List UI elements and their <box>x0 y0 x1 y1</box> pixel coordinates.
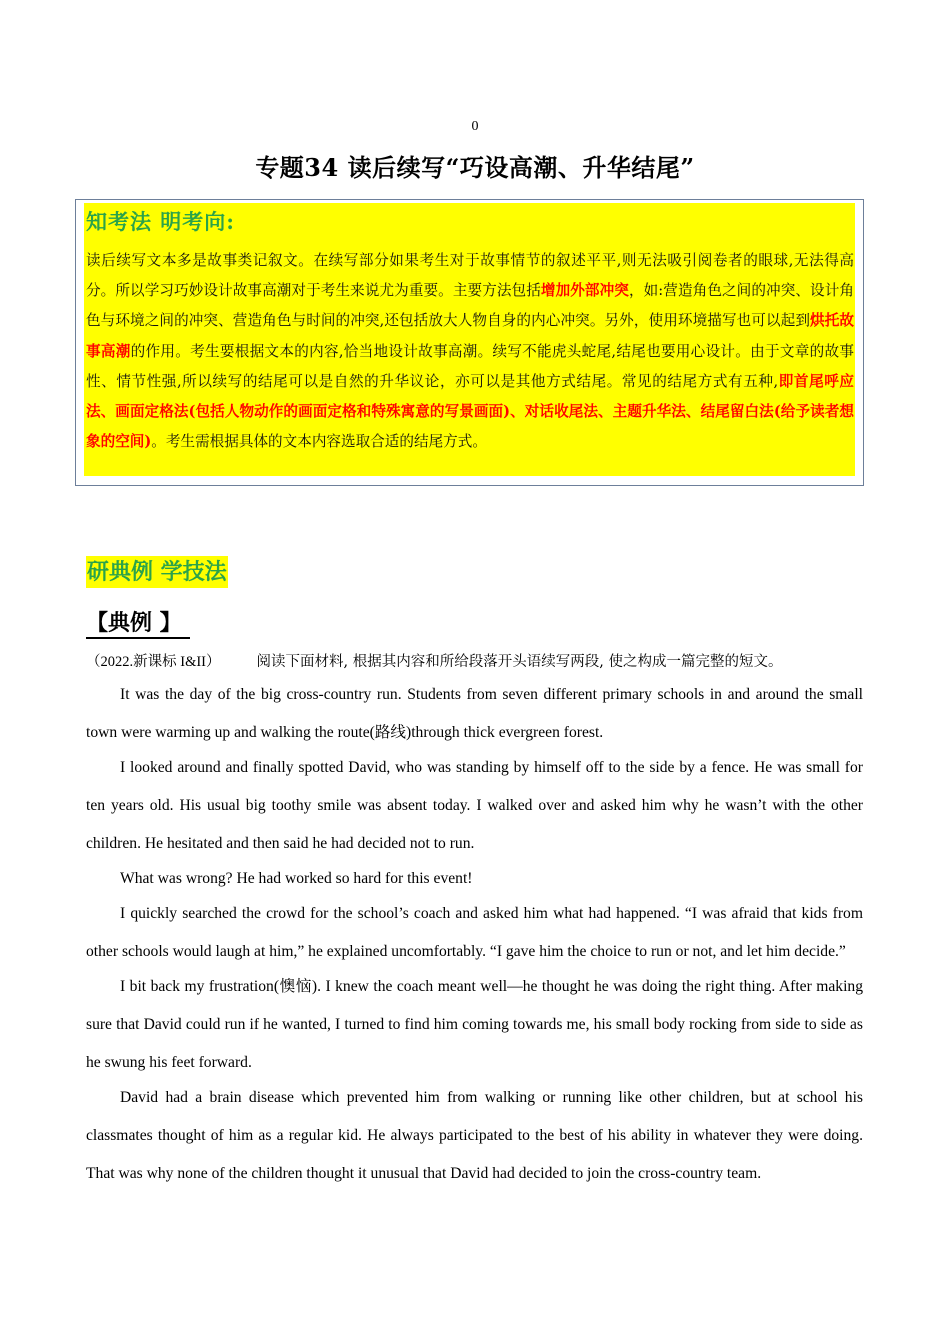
passage-paragraph: I bit back my frustration(懊恼). I knew the coach meant well—he thought he was doing the right thing. After making sure that David could run if he wanted, I turned to find him coming towards me, his small body rocking from side to side as he swung his feet forward. <box>86 978 863 1071</box>
source-line <box>86 650 886 671</box>
passage <box>86 676 863 1190</box>
passage-paragraph: I looked around and finally spotted David, who was standing by himself off to the side by a fence. He was small for ten years old. His usual big toothy smile was absent today. I walked over and asked him why he wasn’t with the other children. He hesitated and then said he had decided not to run. <box>86 759 863 852</box>
passage-paragraph: I quickly searched the crowd for the school’s coach and asked him what had happened. “I was afraid that kids from other schools would laugh at him,” he explained uncomfortably. “I gave him the choice to run or not, and let him decide.” <box>86 905 863 960</box>
example-heading: 【典例 】 <box>86 609 190 639</box>
intro-heading: 知考法 明考向: <box>86 209 236 234</box>
intro-highlight <box>84 203 855 476</box>
intro-box <box>75 199 864 486</box>
page-title: 专题34 读后续写“巧设高潮、升华结尾” <box>255 153 695 182</box>
source-tag: （2022.新课标 I&II） <box>86 654 221 670</box>
intro-segment: 。考生需根据具体的文本内容选取合适的结尾方式。 <box>151 433 487 451</box>
section-heading: 研典例 学技法 <box>86 556 228 588</box>
intro-emphasis: 烘托故事高潮 <box>86 312 854 360</box>
intro-segment: 的作用。考生要根据文本的内容,恰当地设计故事高潮。续写不能虎头蛇尾,结尾也要用心设计。由于文章的故事性、情节性强,所以续写的结尾可以是自然的升华议论，亦可以是其他方式结尾。常见的结尾方式有五种, <box>86 342 854 390</box>
intro-segment: 读后续写文本多是故事类记叙文。在续写部分如果考生对于故事情节的叙述平平,则无法吸引阅卷者的眼球,无法得高分。所以学习巧妙设计故事高潮对于考生来说尤为重要。主要方法包括 <box>86 252 854 300</box>
intro-emphasis: 即首尾呼应法、画面定格法(包括人物动作的画面定格和特殊寓意的写景画面)、对话收尾法、主题升华法、结尾留白法(给予读者想象的空间) <box>86 372 854 451</box>
passage-paragraph: David had a brain disease which prevented him from walking or running like other children, but at school his classmates thought of him as a regular kid. He always participated to the best of his ability in whatever they were doing. That was why none of the children thought it unusual that David had decided to join the cross-country team. <box>86 1089 863 1182</box>
page-number: 0 <box>471 119 479 134</box>
intro-segment: ，如:营造角色之间的冲突、设计角色与环境之间的冲突、营造角色与时间的冲突,还包括放大人物自身的内心冲突。另外，使用环境描写也可以起到 <box>86 282 854 330</box>
passage-paragraph: What was wrong? He had worked so hard for this event! <box>120 870 473 887</box>
intro-emphasis: 增加外部冲突 <box>540 282 629 300</box>
intro-text <box>86 246 854 457</box>
passage-paragraph: It was the day of the big cross-country run. Students from seven different primary schools in and around the small town were warming up and walking the route(路线)through thick evergreen forest. <box>86 686 863 741</box>
source-instruction: 阅读下面材料, 根据其内容和所给段落开头语续写两段, 使之构成一篇完整的短文。 <box>256 654 783 670</box>
